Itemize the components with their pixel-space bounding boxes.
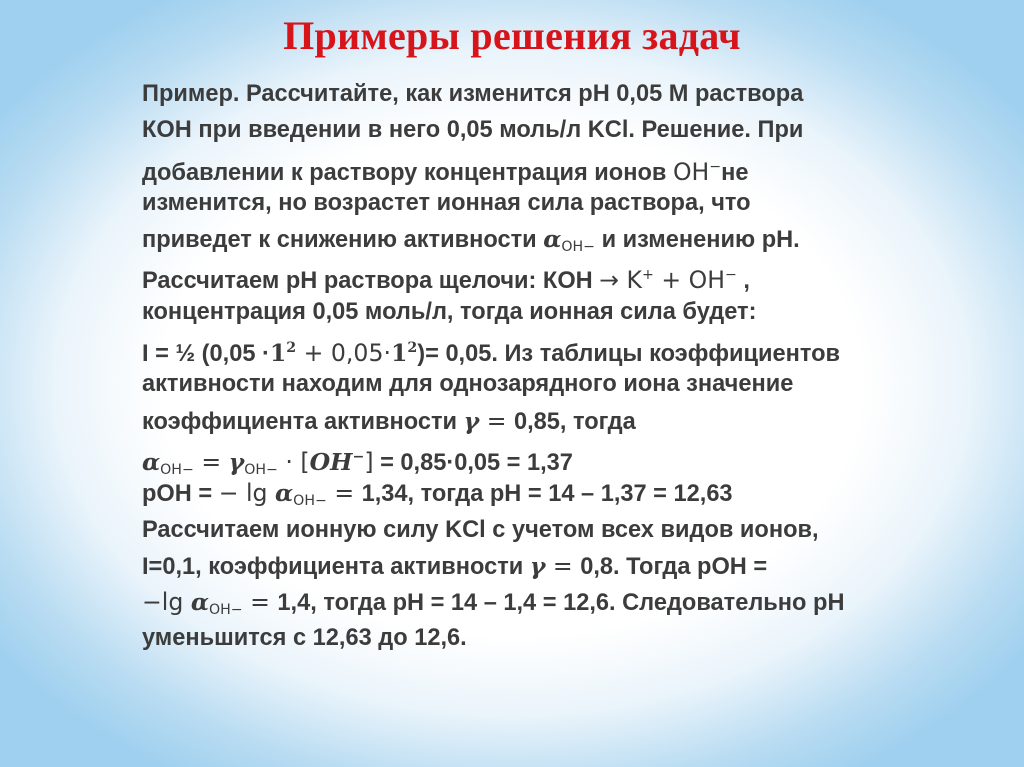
text-line-9: активности находим для однозарядного иона значение	[142, 371, 794, 398]
charge-one: 1	[269, 339, 287, 368]
text-fragment: ,	[736, 268, 750, 295]
text-line-5	[142, 221, 982, 257]
text-fragment: 0,8. Тогда рОН =	[580, 553, 768, 580]
text-line-4: изменится, но возрастет ионная сила раствора, что	[142, 189, 751, 216]
dissociation-equation	[599, 266, 737, 294]
text-fragment: = 0,85·0,05 = 1,37	[373, 449, 573, 476]
text-line-11	[142, 439, 982, 478]
slide-title: Примеры решения задач	[283, 13, 741, 58]
text-line-12	[142, 475, 982, 511]
equals-sign: =	[326, 479, 362, 508]
plus-oh: + OH	[653, 266, 725, 295]
example-text	[142, 76, 982, 657]
plus-superscript: +	[642, 267, 654, 284]
text-fragment: рОН =	[142, 481, 219, 508]
text-fragment: Рассчитаем рН раствора щелочи: КОН	[142, 268, 600, 295]
oh-concentration: OH	[309, 447, 353, 476]
plus-term: + 0,05·	[296, 339, 391, 368]
bracket-close: ]	[364, 447, 374, 476]
minus-superscript: −	[352, 448, 365, 465]
text-fragment: 0,85, тогда	[513, 408, 636, 435]
square-superscript: 2	[286, 340, 297, 357]
text-fragment: приведет к снижению активности	[142, 227, 544, 254]
equals-sign: =	[193, 447, 229, 476]
gamma-symbol: γ	[463, 406, 480, 435]
text-fragment: 1,4, тогда рН = 14 – 1,4 = 12,6. Следовательно рН	[277, 590, 845, 617]
text-line-1: Пример. Рассчитайте, как изменится рН 0,05 М раствора	[142, 81, 804, 107]
text-fragment: 1,34, тогда рН = 14 – 1,37 = 12,63	[361, 481, 733, 508]
text-fragment: добавлении к раствору концентрация ионов	[142, 159, 673, 186]
alpha-symbol: α	[543, 225, 562, 254]
arrow-k: → K	[599, 266, 643, 295]
text-line-8	[142, 330, 982, 366]
gamma-symbol: γ	[529, 551, 546, 580]
text-fragment: I = ½ (0,05 ·	[142, 341, 270, 368]
text-line-6	[142, 257, 982, 293]
oh-label: OH	[561, 239, 584, 256]
minus-label: −	[583, 239, 596, 256]
log-operator: − lg	[218, 479, 276, 508]
charge-superscript: −	[709, 158, 722, 175]
text-line-14	[142, 548, 982, 584]
equals-sign: =	[242, 588, 278, 617]
gamma-symbol: γ	[228, 447, 245, 476]
alpha-symbol: α	[142, 447, 161, 476]
text-line-7: концентрация 0,05 моль/л, тогда ионная сила будет:	[142, 298, 757, 325]
text-line-13: Рассчитаем ионную силу KCl с учетом всех видов ионов,	[142, 516, 819, 543]
minus-label: −	[181, 461, 194, 478]
oh-subscript	[561, 239, 595, 255]
minus-superscript: −	[725, 267, 737, 284]
text-line-10	[142, 403, 982, 439]
charge-one: 1	[390, 339, 408, 368]
text-fragment: I=0,1, коэффициента активности	[142, 553, 530, 580]
minus-label: −	[265, 461, 278, 478]
oh-label: OH	[208, 602, 231, 619]
text-fragment: не	[721, 159, 749, 186]
log-operator: −lg	[142, 588, 191, 617]
oh-label: OH	[160, 461, 182, 478]
bracket-open: · [	[277, 447, 310, 476]
oh-label: OH	[293, 493, 315, 510]
text-line-15	[142, 584, 982, 620]
square-superscript: 2	[407, 340, 418, 357]
equals-sign: =	[545, 551, 581, 580]
oh-subscript	[293, 493, 327, 509]
text-line-2: КОН при введении в него 0,05 моль/л KCl. Решение. При	[142, 117, 804, 144]
text-fragment: )= 0,05. Из таблицы коэффициентов	[417, 341, 841, 368]
hydroxide-ion	[673, 158, 721, 186]
oh-subscript	[209, 602, 243, 618]
text-fragment: коэффициента активности	[142, 408, 464, 435]
text-fragment: и изменению рН.	[595, 227, 800, 254]
oh-label: OH	[244, 461, 266, 478]
hydroxide-symbol: OH	[672, 157, 710, 186]
minus-label: −	[314, 493, 327, 510]
alpha-symbol: α	[275, 479, 294, 508]
equals-sign: =	[479, 406, 514, 435]
alpha-symbol: α	[190, 588, 209, 617]
text-line-16: уменьшится с 12,63 до 12,6.	[142, 625, 467, 652]
text-line-3	[142, 149, 982, 185]
minus-label: −	[230, 602, 243, 619]
